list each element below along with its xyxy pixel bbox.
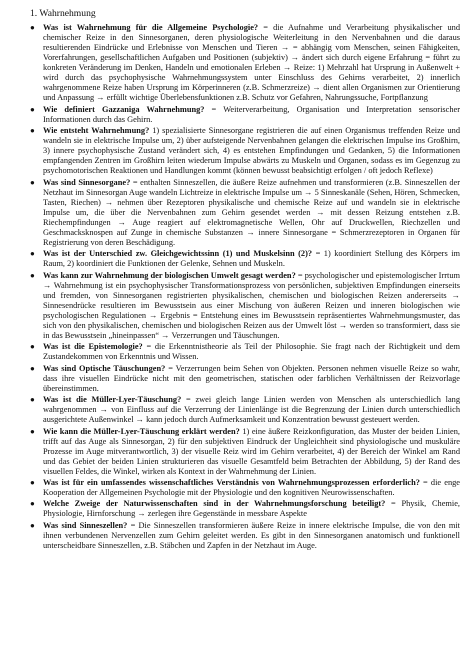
question-text: Was sind Sinneszellen? xyxy=(43,520,128,530)
bullet-icon: ● xyxy=(30,363,35,373)
question-text: Wie definiert Gazzaniga Wahrnehmung? xyxy=(43,104,205,114)
question-text: Was ist die Epistemologie? xyxy=(43,342,143,352)
bullet-icon: ● xyxy=(30,249,35,259)
bullet-icon: ● xyxy=(30,478,35,488)
qa-item-naturwissenschaften xyxy=(30,499,460,519)
question-text: Was ist Wahrnehmung für die Allgemeine Psychologie? xyxy=(43,23,259,32)
answer-text: = Physik, Chemie, Physiologie, Hirnforschung → zerlegen ihre Gegenstände in messbare Aspekte xyxy=(43,499,460,519)
answer-text: = zwei gleich lange Linien werden von Menschen als unterschiedlich lang wahrgenommen → von Einfluss auf die Verzerrung der Linienlänge ist die Begrenzung der Linien durch unterschiedlich ausgerichtete Außenwinkel → kann jedoch durch Aufmerksamkeit und Konzentration bewusst gesteuert werden. xyxy=(43,395,460,425)
bullet-icon: ● xyxy=(30,499,35,509)
bullet-icon: ● xyxy=(30,395,35,405)
qa-item-wahrnehmung-definition xyxy=(30,23,460,103)
qa-item-gleichgewichtssinn xyxy=(30,249,460,269)
question-text: Welche Zweige der Naturwissenschaften sind in der Wahrnehmungsforschung beteiligt? xyxy=(43,499,386,509)
answer-text: = die Erkenntnistheorie als Teil der Philosophie. Sie fragt nach der Richtigkeit und dem Zustandekommen von Erkenntnis und Wissen. xyxy=(43,342,460,362)
bullet-icon: ● xyxy=(30,342,35,352)
qa-item-gazzaniga xyxy=(30,105,460,125)
qa-list xyxy=(30,23,460,551)
answer-text: = enthalten Sinneszellen, die äußere Reize aufnehmen und transformieren (z.B. Sinneszellen der Netzhaut im Sinnesorgan Auge wandeln Lichtreize in elektrische Impulse um → 5 Sinneskanäle (Sehen, Hören, Schmecken, Tasten, Riechen) → nehmen über Rezeptoren physikalische und chemische Reize auf und wandeln sie in elektrische Impulse um, die über die Nervenbahnen zum Gehirn gesendet werden → mit dessen Reizung entstehen z.B. Riechempfindungen → Auge reagiert auf elektromagnetische Wellen, Ohr auf Druckwellen, Riechzellen und Geschmacksknospen auf Zunge in chemische Substanzen → innere Sinnesorgane = Schmerzrezeptoren in Organen für Registrierung von deren Beschädigung. xyxy=(43,177,460,247)
answer-text: = 1) koordiniert Stellung des Körpers im Raum, 2) koordiniert die Funktionen der Gelenke, Sehnen und Muskeln. xyxy=(43,249,461,269)
answer-text: 1) eine äußere Reizkonfiguration, das Muster der beiden Linien, trifft auf das Auge als Sinnesorgan, 2) für den subjektiven Eindruck der Ungleichheit sind physiologische und muskuläre Prozesse im Auge mitverantwortlich, 3) der visuelle Reiz wird im Gehirn verarbeitet, 4) der Bereich der Winkel am Rand und das Gebiet der beiden Linien strukturieren das visuelle Gesamtfeld beim Betrachten der Abbildung, 5) der Rand des visuellen Feldes, die Winkel, wirken als Kontext in der Wahrnehmung der Linien. xyxy=(43,426,460,476)
answer-text: = Verzerrungen beim Sehen von Objekten. Personen nehmen visuelle Reize so wahr, dass ihre visuellen Eindrücke nicht mit den geometrischen, statischen oder farblichen Verhältnissen der Reizvorlage übereinstimmen. xyxy=(43,363,460,393)
answer-text: = Die Sinneszellen transformieren äußere Reize in innere elektrische Impulse, die von den mit ihnen verbundenen Nervenzellen zum Gehirn geleitet werden. Es gibt in den Sinnesorganen anatomisch und funktionell unterscheidbare Sinneszellen, z.B. Stäbchen und Zapfen in der Netzhaut im Auge. xyxy=(43,520,460,550)
qa-item-optische-taeuschungen xyxy=(30,364,460,394)
question-text: Was sind Sinnesorgane? xyxy=(43,177,131,187)
qa-item-wissenschaftliches-verstaendnis xyxy=(30,478,460,498)
question-text: Was ist für ein umfassendes wissenschaftliches Verständnis von Wahrnehmungsprozessen erforderlich? xyxy=(43,478,420,488)
answer-text: = die enge Kooperation der Allgemeinen Psychologie mit der Physiologie und den kognitiven Neurowissenschaften. xyxy=(43,478,460,498)
answer-text: = die Aufnahme und Verarbeitung physikalischer und chemischer Reize in den Sinnesorganen, deren physiologische Weiterleitung in den Nervenbahnen und die daraus resultierenden Eindrücke und Erlebnisse von Menschen und Tieren → = abhängig vom Menschen, seinen Fähigkeiten, Vorerfahrungen, gesellschaftlichen Aufgaben und Positionen (subjektiv) → ändert sich durch eigene Erfahrung = führt zu konkreten Veränderung im Denken, Handeln und emotionalen Erleben → Reize: 1) Mehrzahl hat Ursprung in Außenwelt + wird durch das psychophysische Wahrnehmungssystem unter Einschluss des Gehirns verarbeitet, 2) innerlich wahrgenommene Reize haben Ursprung im Körperinneren (z.B. Schmerzreize) → dient allen Organismen zur Orientierung und Anpassung → erfüllt wichtige Überlebensfunktionen z.B. Schutz vor Gefahren, Nahrungssuche, Fortpflanzung xyxy=(43,23,460,103)
qa-item-mueller-lyer xyxy=(30,395,460,425)
qa-item-mueller-lyer-erklaerung xyxy=(30,427,460,477)
question-text: Was ist der Unterschied zw. Gleichgewichtssinn (1) und Muskelsinn (2)? xyxy=(43,249,313,259)
bullet-icon: ● xyxy=(30,104,35,114)
answer-text: = psychologischer und epistemologischer Irrtum → Wahrnehmung ist ein psychophysischer Transformationsprozess von persönlichen, subjektiven Empfindungen einerseits und fremden, von Sinnesorganen registrierten physikalischen, chemischen und biologischen Reizen andererseits → Sinnesendrücke resultieren im Bewusstsein aus einer Mischung von äußeren Reizen und inneren biologischen wie psychologischen Regulationen → Ergebnis = Entstehung eines im Bewusstsein repräsentiertes Wahrnehmungsmuster, das sich von den physikalischen, chemischen und biologischen Reizen aus der Umwelt löst → werden so transformiert, dass sie in das Bewusstsein „hineinpassen“ → Verzerrungen und Täuschungen. xyxy=(43,270,460,340)
qa-item-epistemologie xyxy=(30,342,460,362)
question-text: Was sind Optische Täuschungen? xyxy=(43,363,166,373)
bullet-icon: ● xyxy=(30,426,35,436)
qa-item-entstehung xyxy=(30,126,460,176)
answer-text: 1) spezialisierte Sinnesorgane registrieren die auf einen Organismus treffenden Reize und wandeln sie in elektrische Impulse um, 2) über aufsteigende Nervenbahnen gelangen die elektrischen Impulse ins Großhirn, 3) innere psychophysische Zustand verändert sich, 4) es entstehen Empfindungen und Gedanken, 5) die Informationen empfangenden Zentren im Großhirn leiten wiederum Impulse abwärts zu Muskeln und Organen, sodass es im Gegenzug zu psychomotorischen Reaktionen und Handlungen kommt (können bewusst beabsichtigt erfolgen / oft jedoch Reflexe) xyxy=(43,126,460,176)
qa-item-biologische-umwelt xyxy=(30,271,460,341)
bullet-icon: ● xyxy=(30,270,35,280)
question-text: Was ist die Müller-Lyer-Täuschung? xyxy=(43,395,182,405)
question-text: Was kann zur Wahrnehmung der biologischen Umwelt gesagt werden? xyxy=(43,270,296,280)
qa-item-sinnesorgane xyxy=(30,178,460,248)
bullet-icon: ● xyxy=(30,520,35,530)
bullet-icon: ● xyxy=(30,126,35,136)
bullet-icon: ● xyxy=(30,23,35,32)
bullet-icon: ● xyxy=(30,177,35,187)
question-text: Wie kann die Müller-Lyer-Täuschung erklärt werden? xyxy=(43,426,240,436)
answer-text: = Weiterverarbeitung, Organisation und Interpretation sensorischer Informationen durch das Gehirn. xyxy=(43,104,460,124)
question-text: Wie entsteht Wahrnehmung? xyxy=(43,126,150,136)
section-heading: 1. Wahrnehmung xyxy=(30,8,96,19)
qa-item-sinneszellen xyxy=(30,521,460,551)
